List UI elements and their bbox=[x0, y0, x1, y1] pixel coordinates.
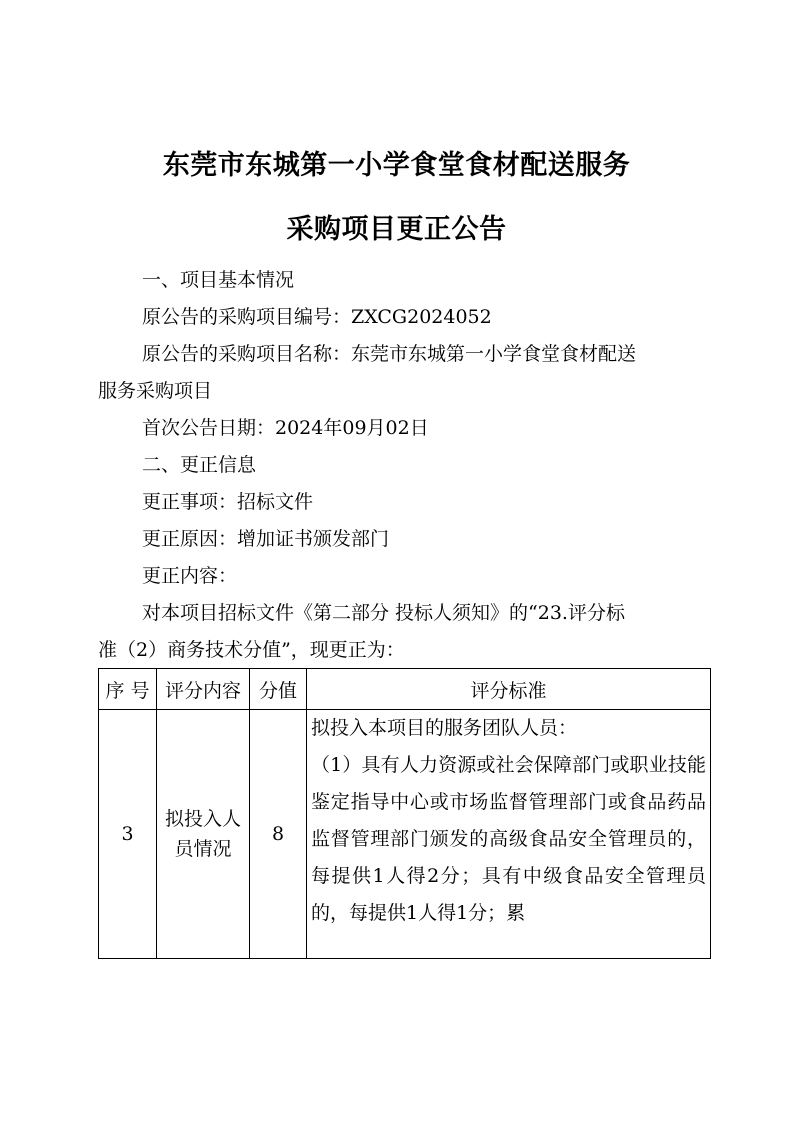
project-code: 原公告的采购项目编号：ZXCG2024052 bbox=[142, 306, 492, 328]
header-content: 评分内容 bbox=[157, 669, 250, 710]
title-line-2: 采购项目更正公告 bbox=[286, 214, 507, 245]
criteria-intro: 拟投入本项目的服务团队人员： bbox=[311, 717, 578, 739]
header-criteria: 评分标准 bbox=[307, 669, 711, 710]
title-line-1: 东莞市东城第一小学食堂食材配送服务 bbox=[162, 150, 631, 181]
correction-desc-line-2: 准（2）商务技术分值”，现更正为： bbox=[98, 639, 405, 661]
row-criteria bbox=[307, 710, 711, 959]
table-header-row bbox=[99, 669, 711, 710]
row-num: 3 bbox=[99, 710, 157, 959]
header-num: 序 号 bbox=[99, 669, 157, 710]
project-name-line-1: 原公告的采购项目名称：东莞市东城第一小学食堂食材配送 bbox=[142, 343, 637, 365]
row-content: 拟投入人员情况 bbox=[164, 808, 241, 860]
row-score: 8 bbox=[250, 710, 307, 959]
correction-reason: 更正原因：增加证书颁发部门 bbox=[142, 528, 390, 550]
project-name-line-2: 服务采购项目 bbox=[98, 380, 213, 402]
section-1-heading: 一、项目基本情况 bbox=[142, 269, 295, 291]
table-row bbox=[99, 710, 711, 959]
section-2-heading: 二、更正信息 bbox=[142, 454, 257, 476]
correction-item: 更正事项：招标文件 bbox=[142, 491, 314, 513]
header-score: 分值 bbox=[250, 669, 307, 710]
scoring-table bbox=[98, 668, 711, 959]
row-content-cell bbox=[157, 710, 250, 959]
first-notice-date: 首次公告日期：2024年09月02日 bbox=[142, 417, 429, 439]
criteria-body: （1）具有人力资源或社会保障部门或职业技能鉴定指导中心或市场监督管理部门或食品药品监督管理部门颁发的高级食品安全管理员的，每提供1人得2分；具有中级食品安全管理员的，每提供1人得1分；累 bbox=[311, 754, 706, 924]
correction-content-label: 更正内容： bbox=[142, 565, 238, 587]
correction-desc-line-1: 对本项目招标文件《第二部分 投标人须知》的“23.评分标 bbox=[142, 602, 625, 624]
